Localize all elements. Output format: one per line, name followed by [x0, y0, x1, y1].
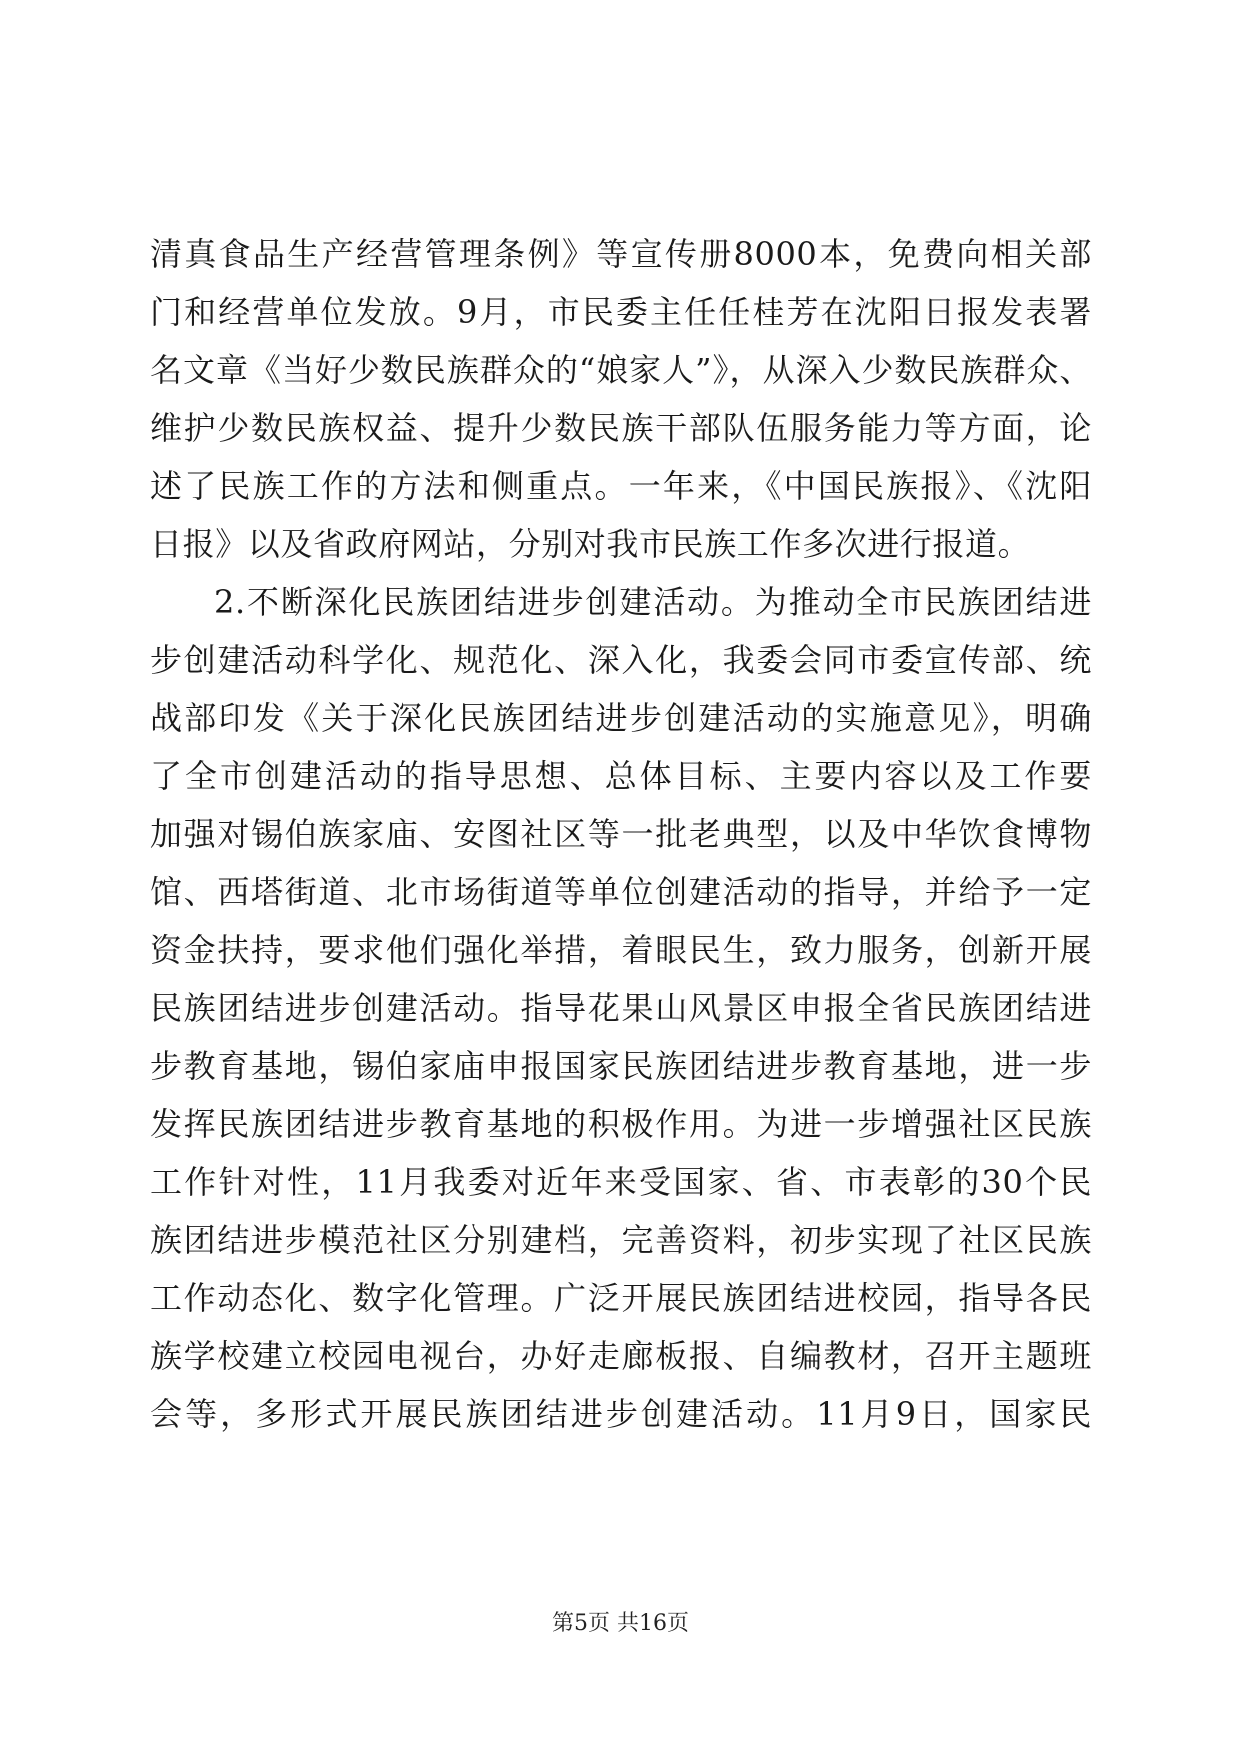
text-line: 加强对锡伯族家庙、安图社区等一批老典型，以及中华饮食博物: [150, 815, 1092, 853]
text-line: 述了民族工作的方法和侧重点。一年来，《中国民族报》、《沈阳: [150, 467, 1092, 505]
text-line: 清真食品生产经营管理条例》等宣传册8000本，免费向相关部: [150, 235, 1092, 273]
text-line: 馆、西塔街道、北市场街道等单位创建活动的指导，并给予一定: [150, 873, 1092, 911]
body-text: [150, 225, 1092, 1443]
text-line: 工作针对性，11月我委对近年来受国家、省、市表彰的30个民: [150, 1163, 1092, 1201]
text-line: 工作动态化、数字化管理。广泛开展民族团结进校园，指导各民: [150, 1279, 1092, 1317]
page-number-footer: 第5页 共16页: [552, 1611, 689, 1636]
text-line: 门和经营单位发放。9月，市民委主任任桂芳在沈阳日报发表署: [150, 293, 1092, 331]
text-line-paragraph-end: 日报》以及省政府网站，分别对我市民族工作多次进行报道。: [150, 525, 1031, 563]
text-line: 战部印发《关于深化民族团结进步创建活动的实施意见》，明确: [150, 699, 1092, 737]
text-line: 了全市创建活动的指导思想、总体目标、主要内容以及工作要: [150, 757, 1092, 795]
text-line: 维护少数民族权益、提升少数民族干部队伍服务能力等方面，论: [150, 409, 1092, 447]
text-line: 步教育基地，锡伯家庙申报国家民族团结进步教育基地，进一步: [150, 1047, 1092, 1085]
text-line: 族团结进步模范社区分别建档，完善资料，初步实现了社区民族: [150, 1221, 1092, 1259]
text-line: 族学校建立校园电视台，办好走廊板报、自编教材，召开主题班: [150, 1337, 1092, 1375]
text-line: 名文章《当好少数民族群众的“娘家人”》，从深入少数民族群众、: [150, 351, 1092, 389]
text-line: 步创建活动科学化、规范化、深入化，我委会同市委宣传部、统: [150, 641, 1092, 679]
text-line: 资金扶持，要求他们强化举措，着眼民生，致力服务，创新开展: [150, 931, 1092, 969]
text-line: 民族团结进步创建活动。指导花果山风景区申报全省民族团结进: [150, 989, 1092, 1027]
text-line-paragraph-start: 2.不断深化民族团结进步创建活动。为推动全市民族团结进: [214, 583, 1092, 621]
text-line: 发挥民族团结进步教育基地的积极作用。为进一步增强社区民族: [150, 1105, 1092, 1143]
text-line: 会等，多形式开展民族团结进步创建活动。11月9日，国家民: [150, 1395, 1092, 1433]
